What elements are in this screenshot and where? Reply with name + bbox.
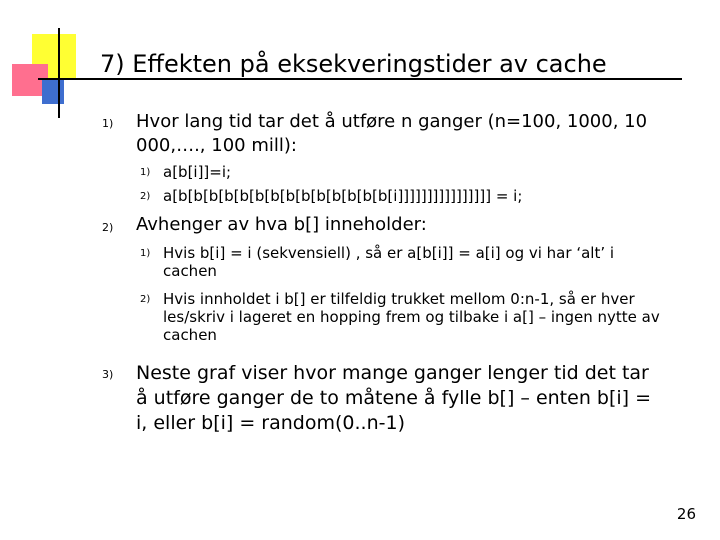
list-number: 1) [102, 117, 114, 130]
sublist-item-text: a[b[i]]=i; [163, 163, 232, 181]
list-number: 3) [102, 368, 114, 381]
list-number: 2) [102, 221, 114, 234]
sublist-item-text: Hvis innholdet i b[] er tilfeldig trukket mellom 0:n-1, så er hver les/skriv i lageret en hopping frem og tilbake i a[] – ingen nytte av cachen [163, 290, 660, 344]
sublist-item-text: a[b[b[b[b[b[b[b[b[b[b[b[b[b[b[i]]]]]]]]]]]]]]]] = i; [163, 187, 523, 205]
list-item-text: Neste graf viser hvor mange ganger lenger tid det tar å utføre ganger de to måtene å fylle b[] – enten b[i] = i, eller b[i] = random(0..n-1) [136, 362, 652, 434]
sublist-number: 2) [140, 294, 151, 305]
decor-vertical-line [58, 28, 60, 118]
sublist-number: 2) [140, 191, 151, 202]
list-item-text: Avhenger av hva b[] inneholder: [136, 214, 427, 235]
list-item-text: Hvor lang tid tar det å utføre n ganger (n=100, 1000, 10 000,…., 100 mill): [136, 111, 648, 156]
decor-blue-square [42, 80, 64, 104]
sublist-item-text: Hvis b[i] = i (sekvensiell) , så er a[b[i]] = a[i] og vi har ‘alt’ i cachen [163, 244, 615, 280]
sublist-number: 1) [140, 248, 151, 259]
page-number: 26 [676, 505, 696, 523]
sublist-number: 1) [140, 167, 151, 178]
slide-title: 7) Effekten på eksekveringstider av cache [100, 50, 607, 78]
